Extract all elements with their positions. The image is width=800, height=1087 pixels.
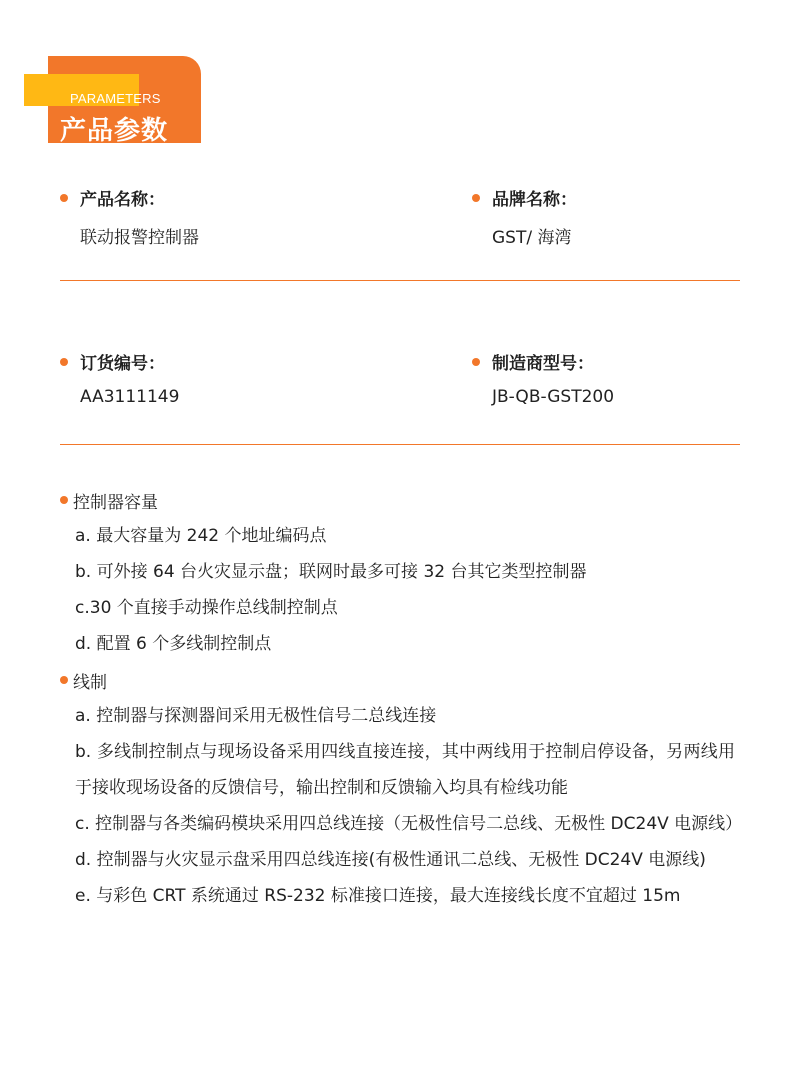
param-label: 订货编号： [80, 354, 165, 374]
bullet-dot-icon [60, 358, 68, 366]
param-value: JB-QB-GST200 [492, 387, 615, 407]
bullet-dot-icon [472, 358, 480, 366]
list-item: a. 控制器与探测器间采用无极性信号二总线连接 [75, 706, 437, 726]
list-item: c.30 个直接手动操作总线制控制点 [75, 598, 338, 618]
list-item: d. 配置 6 个多线制控制点 [75, 634, 272, 654]
section-title-text: 控制器容量 [73, 492, 158, 513]
param-order-no [60, 349, 179, 407]
param-brand [472, 185, 577, 248]
param-label: 制造商型号： [492, 354, 594, 374]
section-title-text: 线制 [73, 672, 107, 693]
bullet-dot-icon [60, 676, 68, 684]
list-item: d. 控制器与火灾显示盘采用四总线连接(有极性通讯二总线、无极性 DC24V 电源线) [75, 850, 706, 870]
section-title-wiring [60, 662, 735, 698]
divider [60, 444, 740, 445]
bullet-dot-icon [472, 194, 480, 202]
param-value: 联动报警控制器 [80, 228, 199, 248]
list-item: b. 多线制控制点与现场设备采用四线直接连接，其中两线用于控制启停设备，另两线用于接收现场设备的反馈信号，输出控制和反馈输入均具有检线功能 [75, 742, 735, 798]
param-value: GST/ 海湾 [492, 228, 572, 248]
bullet-dot-icon [60, 194, 68, 202]
param-value: AA3111149 [80, 387, 180, 407]
details-section [60, 482, 743, 914]
list-item: a. 最大容量为 242 个地址编码点 [75, 526, 327, 546]
list-item: c. 控制器与各类编码模块采用四总线连接（无极性信号二总线、无极性 DC24V 电源线） [75, 814, 743, 834]
param-label: 品牌名称： [492, 190, 577, 210]
param-model [472, 349, 614, 407]
bullet-dot-icon [60, 496, 68, 504]
header-cn-title: 产品参数 [60, 116, 169, 146]
param-product-name [60, 185, 199, 248]
list-item: b. 可外接 64 台火灾显示盘；联网时最多可接 32 台其它类型控制器 [75, 562, 587, 582]
param-label: 产品名称： [80, 190, 165, 210]
divider [60, 280, 740, 281]
section-title-capacity [60, 482, 735, 518]
list-item: e. 与彩色 CRT 系统通过 RS-232 标准接口连接，最大连接线长度不宜超过 15m [75, 886, 681, 906]
header-en-title: PARAMETERS [70, 91, 161, 106]
